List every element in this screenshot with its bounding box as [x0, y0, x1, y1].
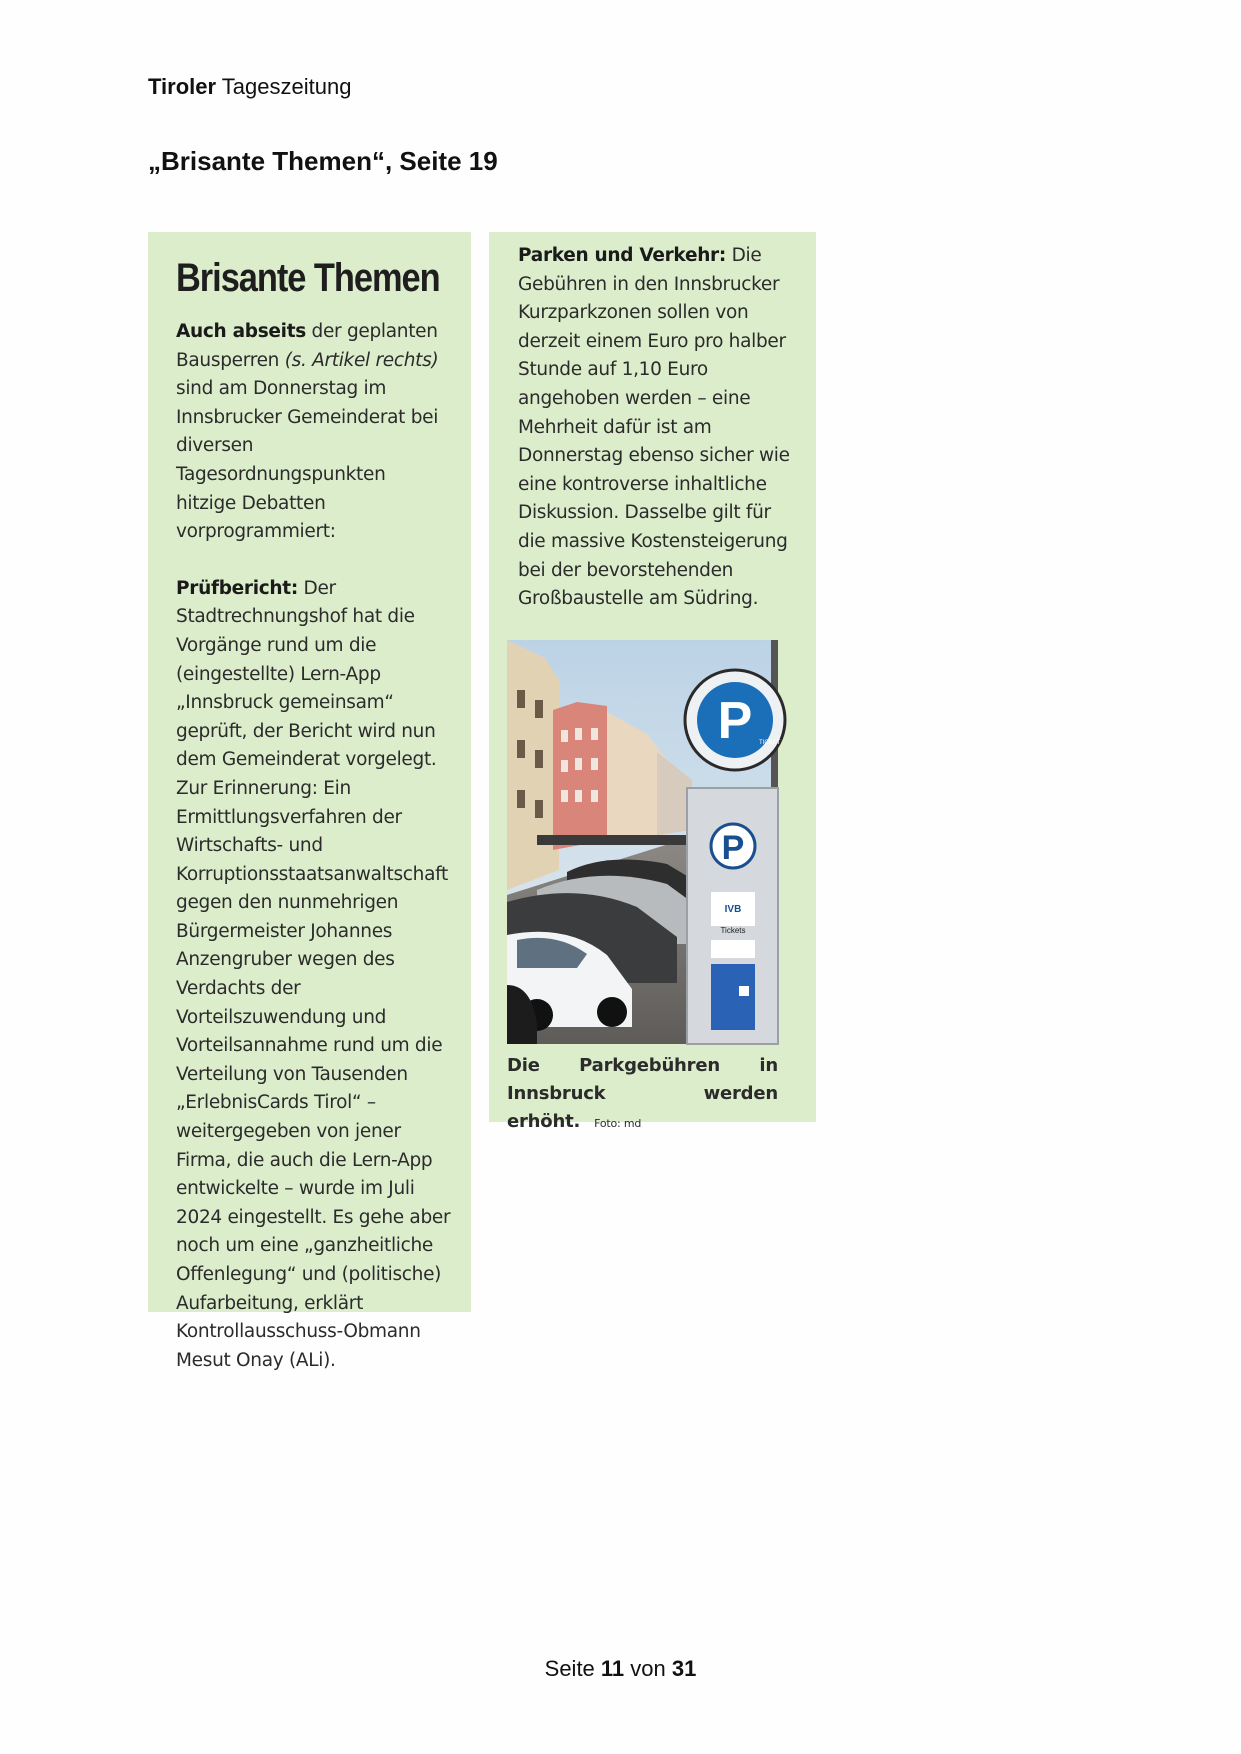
pruefbericht-text: Der Stadtrechnungshof hat die Vorgänge rund um die (eingestellte) Lern-App „Innsbruck gemeinsam“ geprüft, der Bericht wird nun dem Gemeinderat vorgelegt. Zur Erinnerung: Ein Ermittlungsverfahren der Wirtschafts- und Korruptionsstaatsanwaltschaft gegen den nunmehrigen Bürgermeister Johannes Anzengruber wegen des Verdachts der Vorteilszuwendung und Vorteilsannahme rund um die Verteilung von Tausenden „ErlebnisCards Tirol“ – weitergegeben von jener Firma, die auch die Lern-App entwickelte – wurde im Juli 2024 eingestellt. Es gehe aber noch um eine „ganzheitliche Offenlegung“ und (politische) Aufarbeitung, erklärt Kontrollausschuss-Obmann Mesut Onay (ALi).: [176, 577, 451, 1371]
intro-italic: (s. Artikel rechts): [284, 349, 439, 371]
intro-text-b: sind am Donnerstag im Innsbrucker Gemeinderat bei diversen Tagesordnungspunkten hitzige Debatten vorprogrammiert:: [176, 378, 439, 543]
parken-lead: Parken und Verkehr:: [518, 245, 726, 266]
page-footer: [0, 1656, 1241, 1682]
article-column-right: [489, 232, 816, 1132]
pruefbericht-lead: Prüfbericht:: [176, 577, 298, 599]
photo-credit: Foto: md: [594, 1116, 642, 1130]
newspaper-name-bold: Tiroler: [148, 74, 217, 99]
footer-total-pages: 31: [671, 1656, 697, 1681]
intro-text-a: der geplanten Bausperren: [176, 321, 438, 371]
newspaper-name: [148, 74, 351, 100]
footer-page-number: 11: [600, 1656, 625, 1681]
machine-sign-letter: P: [721, 828, 745, 867]
newspaper-name-rest: Tageszeitung: [221, 74, 352, 99]
pruefbericht-paragraph: [176, 575, 451, 1376]
footer-prefix: Seite: [544, 1656, 601, 1681]
sign-letter: P: [717, 691, 753, 750]
article-reference: „Brisante Themen“, Seite 19: [148, 146, 498, 176]
article-headline: Brisante Themen: [176, 256, 440, 300]
photo-caption: [507, 1052, 778, 1138]
parking-photo: [507, 640, 781, 1044]
machine-tickets-label: Tickets: [720, 925, 746, 935]
parken-paragraph: [518, 242, 798, 614]
parken-text: Die Gebühren in den Innsbrucker Kurzparkzonen sollen von derzeit einem Euro pro halber Stunde auf 1,10 Euro angehoben werden – eine Mehrheit dafür ist am Donnerstag ebenso sicher wie eine kontroverse inhaltliche Diskussion. Dasselbe gilt für die massive Kostensteigerung bei der bevorstehenden Großbaustelle am Südring.: [518, 245, 790, 610]
photo-caption-text: Die Parkgebühren in Innsbruck werden erhöht.: [507, 1054, 778, 1132]
sign-ticket-label: TICKET: [759, 739, 781, 746]
footer-middle: von: [624, 1656, 672, 1681]
machine-brand: IVB: [724, 903, 742, 915]
article-column-left: [148, 232, 471, 1371]
intro-lead: Auch abseits: [176, 321, 306, 342]
intro-paragraph: [176, 318, 451, 547]
